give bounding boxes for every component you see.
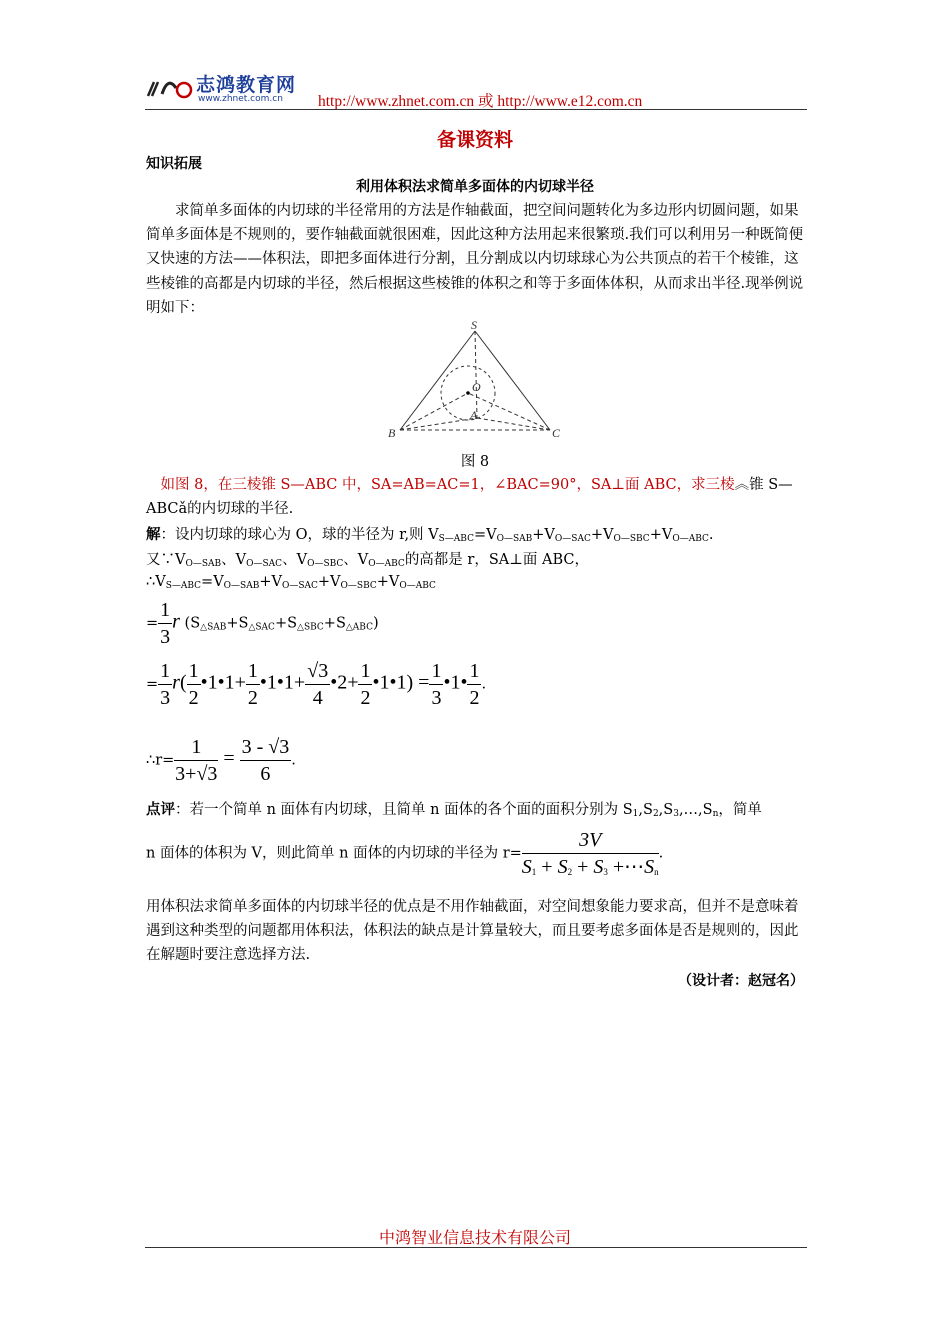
logo-url: www.zhnet.com.cn [198,94,283,104]
comment-text-3: n 面体的体积为 V，则此简单 n 面体的内切球的半径为 r= [146,845,522,862]
logo-text: 志鸿教育网 [196,74,297,96]
label-O: O [472,380,481,394]
logo-mark-icon [146,74,194,104]
article-subtitle: 利用体积法求简单多面体的内切球半径 [356,179,594,195]
label-B: B [388,426,396,440]
solution-text-3: ∴V [146,574,166,590]
problem-statement-2: 锥 S—ABC [146,477,793,517]
stray-glyph-1: ︽ [734,477,750,493]
label-A: A [470,408,478,422]
intro-paragraph: 求简单多面体的内切球的半径常用的方法是作轴截面，把空间问题转化为多边形内切圆问题，如果简单多面体是不规则的，要作轴截面就很困难，因此这种方法用起来很繁琐.我们可以利用另一种既简便又快速的方法——体积法，即把多面体进行分割，且分割成以内切球球心为公共顶点的若干个棱锥，这些棱锥的高都是内切球的半径，然后根据这些棱锥的体积之和等于多面体体积，从而求出半径.现举例说明如下： [146,203,804,316]
figure-caption: 图 8 [460,454,490,470]
solution-text-1: ：设内切球的球心为 O，球的半径为 r,则 V [160,527,439,543]
header-divider [145,109,807,110]
radius-formula: $\frac{3V}{S_1 + S_2 + S_3 +\cdots S_n}$ [521,829,659,878]
comment-text-1: ：若一个简单 n 面体有内切球，且简单 n 面体的各个面的面积分别为 S [175,802,633,818]
equation-2: = $\frac{1}{3}$ r( $\frac{1}{2}$ •1•1+ $\frac{1}{2}$ •1•1+ $\frac{√3}{4}$ •2+ $\frac{1}{2}$ •1•1) = $\frac{1}{3}$ •1• $\frac{1}{2}$ . [146,660,487,709]
conclusion-label: ∴r= [146,752,175,769]
comment-line-1: 点评：若一个简单 n 面体有内切球，且简单 n 面体的各个面的面积分别为 $S_1,S_2,S_3,\dots,S_n$，简单 [146,802,762,819]
footer-company: 中鸿智业信息技术有限公司 [378,1228,571,1247]
solution-label: 解 [146,527,161,543]
comment-line-2: n 面体的体积为 V，则此简单 n 面体的内切球的半径为 r= $\frac{3V}{S_1 + S_2 + S_3 +\cdots S_n}$ . [146,829,664,878]
problem-statement-3: 的内切球的半径. [187,501,294,517]
problem-statement: 如图 8，在三棱锥 S—ABC 中，SA=AB=AC=1，∠BAC=90°，SA⊥面 ABC，求三棱 [160,477,735,493]
header-urls[interactable]: http://www.zhnet.com.cn 或 http://www.e12.com.cn [318,93,643,110]
solution-text-2b: 的高都是 r，SA⊥面 ABC， [404,552,589,568]
footer-divider [145,1247,807,1248]
comment-label: 点评 [146,802,175,818]
designer-credit: （设计者：赵冠名） [678,973,804,989]
label-C: C [552,426,561,440]
section-heading: 知识拓展 [146,156,202,172]
fraction-1-3: $\frac{1}{3}$ [160,599,171,648]
solution-line-2: 又$\because V_{O—SAB}$、$V_{O—SAC}$、$V_{O—SBC}$、$V_{O—ABC}$的高都是 r，SA⊥面 ABC， [146,552,589,569]
logo [146,70,316,106]
label-S: S [471,318,477,332]
page-title: 备课资料 [436,129,513,151]
equation-3: ∴r= $\frac{1}{3+√3}$ = $\frac{3 - √3}{6}$ . [146,736,296,785]
solution-line-1: 解：设内切球的球心为 O，球的半径为 r,则 $V_{S—ABC}=V_{O—SAB}+V_{O—SAC}+V_{O—SBC}+V_{O—ABC}$. [146,527,714,544]
example-problem [146,473,808,521]
comment-text-2: ，简单 [718,802,762,818]
solution-text-2: 又∵V [146,552,186,568]
stray-glyph-2: ǎ [178,501,188,517]
closing-paragraph: 用体积法求简单多面体的内切球半径的优点是不用作轴截面，对空间想象能力要求高，但并不是意味着遇到这种类型的问题都用体积法，体积法的缺点是计算量较大，而且要考虑多面体是否是规则的，因此在解题时要注意选择方法. [146,899,799,964]
pyramid-figure [380,318,570,443]
equation-1: = $\frac{1}{3}$ r $(S_{\triangle SAB}+S_{\triangle SAC}+S_{\triangle SBC}+S_{\triangle ABC})$ [146,599,379,648]
solution-line-3: $\therefore V_{S—ABC}=V_{O—SAB}+V_{O—SAC}+V_{O—SBC}+V_{O—ABC}$ [146,574,436,591]
fraction-r: $\frac{1}{3+√3}$ [175,736,218,785]
